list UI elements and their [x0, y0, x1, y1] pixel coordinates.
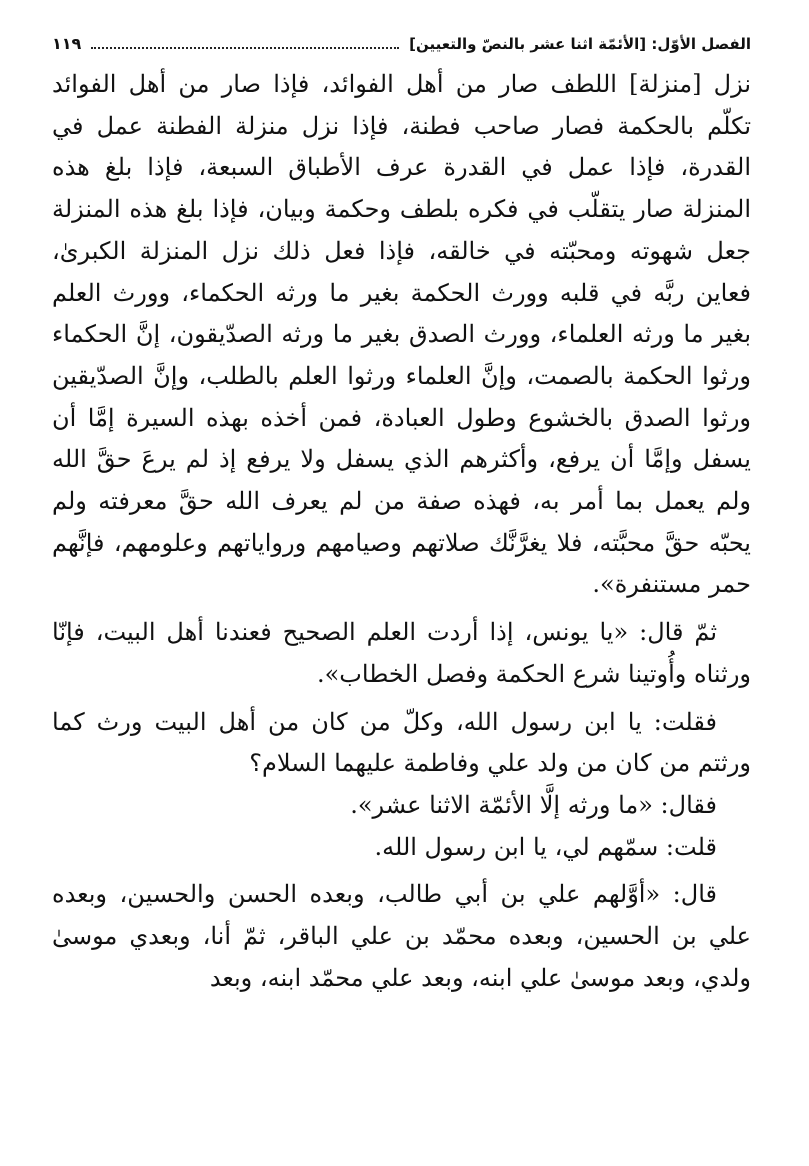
paragraph: ثمّ قال: «يا يونس، إذا أردت العلم الصحيح فعندنا أهل البيت، فإنّا ورثناه وأُوتينا شرع الحكمة وفصل الخطاب».: [52, 618, 751, 688]
page-number: ١١٩: [52, 34, 82, 53]
paragraph: قلت: سمّهم لي، يا ابن رسول الله.: [374, 832, 717, 861]
running-header: [52, 34, 751, 60]
paragraph: فقال: «ما ورثه إلَّا الأئمّة الاثنا عشر».: [350, 790, 717, 819]
paragraph: نزل [منزلة] اللطف صار من أهل الفوائد، فإذا صار من أهل الفوائد تكلّم بالحكمة فصار صاحب فطنة، فإذا نزل منزلة الفطنة عمل في القدرة، فإذا عمل في القدرة عرف الأطباق السبعة، فإذا بلغ هذه المنزلة صار يتقلّب في فكره بلطف وحكمة وبيان، فإذا بلغ هذه المنزلة جعل شهوته ومحبّته في خالقه، فإذا فعل ذلك نزل المنزلة الكبرىٰ، فعاين ربَّه في قلبه وورث الحكمة بغير ما ورثه الحكماء، وورث العلم بغير ما ورثه العلماء، وورث الصدق بغير ما ورثه الصدّيقون، إنَّ الحكماء ورثوا الحكمة بالصمت، وإنَّ العلماء ورثوا العلم بالطلب، وإنَّ الصدّيقين ورثوا الصدق بالخشوع وطول العبادة، فمن أخذه بهذه السيرة إمَّا أن يسفل وإمَّا أن يرفع، وأكثرهم الذي يسفل ولا يرفع إذ لم يرعَ حقَّ الله ولم يعمل بما أمر به، فهذه صفة من لم يعرف الله حقَّ معرفته ولم يحبّه حقَّ محبَّته، فلا يغرَّنَّك صلاتهم وصيامهم ورواياتهم وعلومهم، فإنَّهم حمر مستنفرة».: [52, 70, 751, 599]
chapter-title: الفصل الأوّل: [الأئمّة اثنا عشر بالنصّ والتعيين]: [409, 35, 751, 53]
paragraph: قال: «أوَّلهم علي بن أبي طالب، وبعده الحسن والحسين، وبعده علي بن الحسين، وبعده محمّد بن علي الباقر، ثمّ أنا، وبعدي موسىٰ ولدي، وبعد موسىٰ علي ابنه، وبعد علي محمّد ابنه، وبعد: [52, 880, 751, 992]
dotted-leader: [91, 35, 399, 49]
paragraph: فقلت: يا ابن رسول الله، وكلّ من كان من أهل البيت ورث كما ورثتم من كان من ولد علي وفاطمة عليهما السلام؟: [52, 707, 751, 778]
body-text: [52, 64, 751, 999]
